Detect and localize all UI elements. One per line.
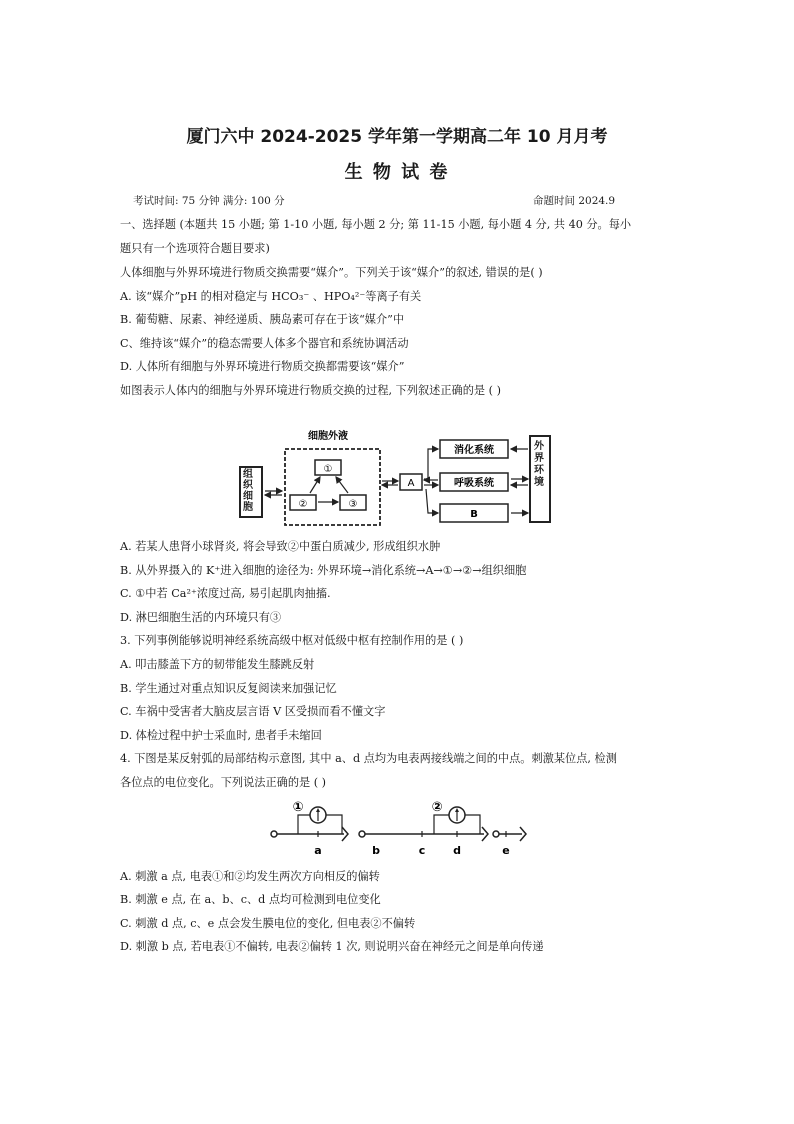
exam-title: 厦门六中 2024-2025 学年第一学期高二年 10 月月考 bbox=[186, 127, 608, 147]
q4-stem-2: 各位点的电位变化。下列说法正确的是 ( ) bbox=[120, 776, 327, 789]
q1-stem: 人体细胞与外界环境进行物质交换需要“媒介”。下列关于该“媒介”的叙述, 错误的是( ) bbox=[120, 266, 543, 279]
q4-option-a: A. 刺激 a 点, 电表①和②均发生两次方向相反的偏转 bbox=[120, 870, 380, 883]
tissue-cell-label-char: 织 bbox=[243, 480, 253, 491]
q3-option-c: C. 车祸中受害者大脑皮层言语 V 区受损而看不懂文字 bbox=[120, 705, 386, 718]
q3-stem: 3. 下列事例能够说明神经系统高级中枢对低级中枢有控制作用的是 ( ) bbox=[120, 634, 464, 647]
box-1-label: ① bbox=[323, 464, 333, 475]
meter-2-label: ② bbox=[431, 800, 443, 815]
extracellular-label: 细胞外液 bbox=[308, 431, 348, 442]
external-env-label-char: 外 bbox=[534, 441, 544, 452]
section-instructions-1: 一、选择题 (本题共 15 小题; 第 1-10 小题, 每小题 2 分; 第 11-15 小题, 每小题 4 分, 共 40 分。每小 bbox=[120, 218, 632, 231]
neuron3-soma bbox=[493, 831, 499, 837]
external-env-label-char: 境 bbox=[534, 477, 544, 488]
q2-option-a: A. 若某人患肾小球肾炎, 将会导致②中蛋白质减少, 形成组织水肿 bbox=[120, 540, 441, 553]
q2-stem: 如图表示人体内的细胞与外界环境进行物质交换的过程, 下列叙述正确的是 ( ) bbox=[120, 384, 501, 397]
point-b-label: b bbox=[372, 844, 380, 857]
tissue-cell-label-char: 组 bbox=[243, 469, 253, 480]
arrow-2-to-1 bbox=[310, 477, 320, 493]
point-e-label: e bbox=[502, 844, 510, 857]
tissue-cell-label-char: 细 bbox=[243, 491, 253, 502]
q2-diagram bbox=[230, 425, 570, 535]
section-instructions-2: 题只有一个选项符合题目要求) bbox=[120, 242, 270, 255]
q4-diagram bbox=[264, 795, 534, 860]
tissue-cell-label bbox=[242, 469, 254, 513]
exam-info: 考试时间: 75 分钟 满分: 100 分 bbox=[133, 195, 285, 207]
neuron2-soma bbox=[359, 831, 365, 837]
q3-option-a: A. 叩击膝盖下方的韧带能发生膝跳反射 bbox=[120, 658, 315, 671]
point-d-label: d bbox=[453, 844, 461, 857]
point-c-label: c bbox=[418, 844, 426, 857]
tissue-cell-label-char: 胞 bbox=[243, 502, 253, 513]
q3-option-d: D. 体检过程中护士采血时, 患者手未缩回 bbox=[120, 729, 322, 742]
q4-stem-1: 4. 下图是某反射弧的局部结构示意图, 其中 a、d 点均为电表两接线端之间的中点。刺激某位点, 检测 bbox=[120, 752, 617, 765]
external-env-label bbox=[533, 441, 545, 489]
q4-option-b: B. 刺激 e 点, 在 a、b、c、d 点均可检测到电位变化 bbox=[120, 893, 381, 906]
box-a-label: A bbox=[407, 478, 415, 489]
q4-option-c: C. 刺激 d 点, c、e 点会发生膜电位的变化, 但电表②不偏转 bbox=[120, 917, 416, 930]
digestive-label: 消化系统 bbox=[454, 445, 494, 456]
q4-option-d: D. 刺激 b 点, 若电表①不偏转, 电表②偏转 1 次, 则说明兴奋在神经元之间是单向传递 bbox=[120, 940, 544, 953]
neuron1-soma bbox=[271, 831, 277, 837]
respiratory-label: 呼吸系统 bbox=[454, 478, 494, 489]
q2-option-b: B. 从外界摄入的 K⁺进入细胞的途径为: 外界环境→消化系统→A→①→②→组织细胞 bbox=[120, 564, 527, 577]
q2-option-d: D. 淋巴细胞生活的内环境只有③ bbox=[120, 611, 282, 624]
date-info: 命题时间 2024.9 bbox=[533, 195, 616, 207]
exam-subtitle: 生 物 试 卷 bbox=[344, 162, 450, 183]
q2-option-c: C. ①中若 Ca²⁺浓度过高, 易引起肌肉抽搐. bbox=[120, 587, 331, 600]
q1-option-a: A. 该“媒介”pH 的相对稳定与 HCO₃⁻ 、HPO₄²⁻等离子有关 bbox=[120, 290, 422, 303]
q1-option-b: B. 葡萄糖、尿素、神经递质、胰岛素可存在于该“媒介”中 bbox=[120, 313, 405, 326]
arrow-dig-to-a bbox=[428, 449, 438, 479]
box-b-label: B bbox=[470, 509, 478, 520]
q1-option-c: C、维持该“媒介”的稳态需要人体多个器官和系统协调活动 bbox=[120, 337, 409, 350]
arrow-a-to-b bbox=[426, 489, 438, 513]
external-env-label-char: 环 bbox=[534, 465, 544, 476]
arrow-3-to-1 bbox=[336, 477, 348, 493]
external-env-label-char: 界 bbox=[534, 453, 544, 464]
q3-option-b: B. 学生通过对重点知识反复阅读来加强记忆 bbox=[120, 682, 337, 695]
box-3-label: ③ bbox=[348, 499, 358, 510]
point-a-label: a bbox=[314, 844, 322, 857]
box-2-label: ② bbox=[298, 499, 308, 510]
q1-option-d: D. 人体所有细胞与外界环境进行物质交换都需要该“媒介” bbox=[120, 360, 405, 373]
meter-1-label: ① bbox=[292, 800, 304, 815]
